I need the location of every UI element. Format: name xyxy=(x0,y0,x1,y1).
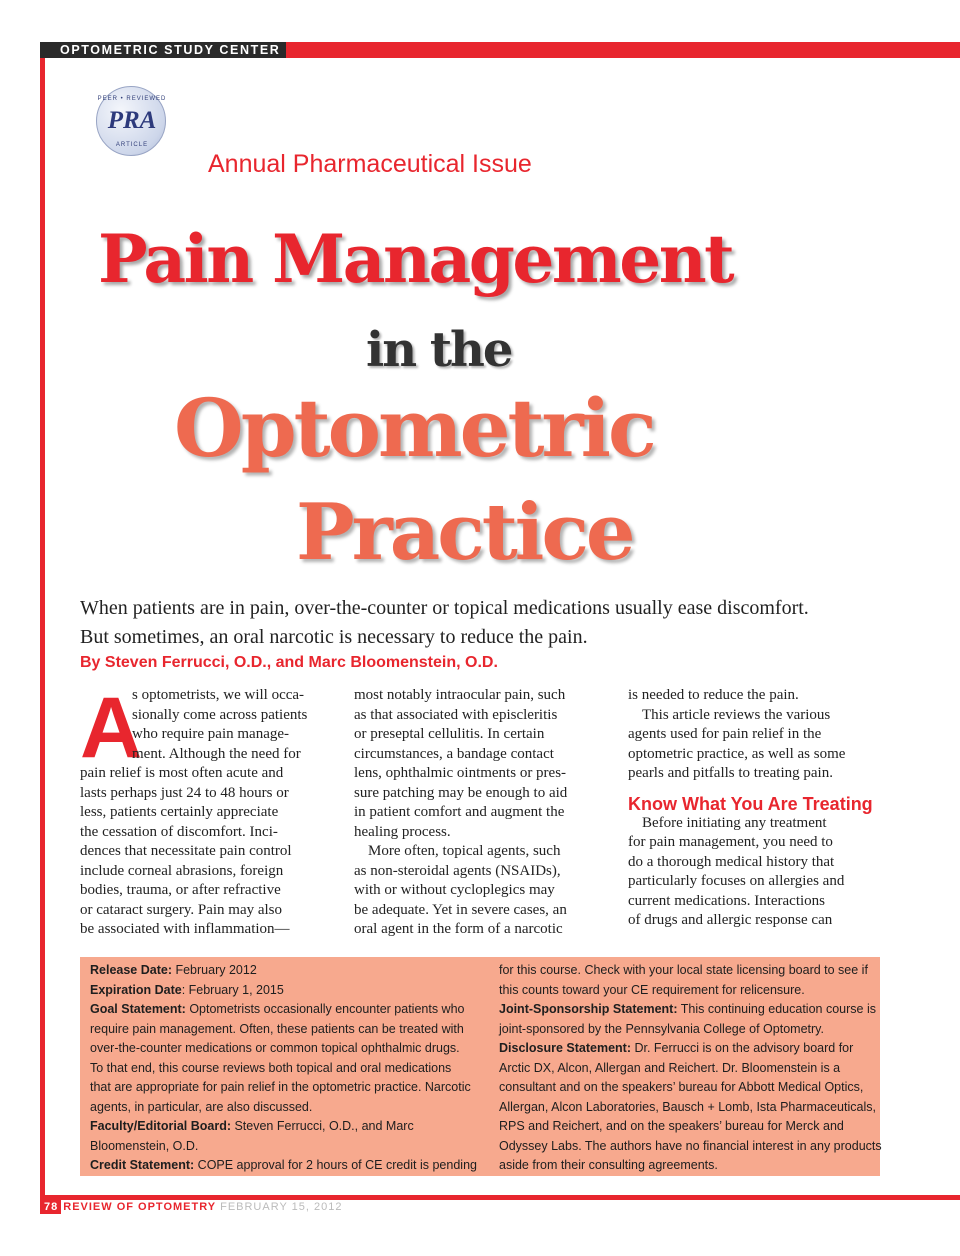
body-line: particularly focuses on allergies and xyxy=(628,873,845,889)
joint-sponsorship: Joint-Sponsorship Statement: This continuing education course is xyxy=(499,1002,876,1016)
body-line: sure patching may be enough to aid xyxy=(354,784,568,801)
body-line: less, patients certainly appreciate xyxy=(80,804,279,820)
ce-line: joint-sponsored by the Pennsylvania College of Optometry. xyxy=(499,1021,824,1036)
body-line: This article reviews the various xyxy=(642,706,831,723)
goal-statement: Goal Statement: Optometrists occasionally encounter patients who xyxy=(90,1002,465,1016)
body-line: be associated with inflammation— xyxy=(80,921,290,937)
ce-line: over-the-counter medications or common topical ophthalmic drugs. xyxy=(90,1041,460,1055)
body-line: pearls and pitfalls to treating pain. xyxy=(628,765,833,781)
body-line: agents used for pain relief in the xyxy=(628,726,822,742)
body-line: Before initiating any treatment xyxy=(642,814,827,831)
faculty-board: Faculty/Editorial Board: Steven Ferrucci, O.D., and Marc xyxy=(90,1119,414,1133)
ce-line: agents, in particular, are also discussed. xyxy=(90,1099,313,1114)
body-line: s optometrists, we will occa- xyxy=(132,687,305,703)
body-line: lasts perhaps just 24 to 48 hours or xyxy=(80,784,289,801)
page-number: 78 xyxy=(40,1200,61,1214)
ce-column-1 xyxy=(90,961,480,1176)
body-line: with or without cycloplegics may xyxy=(354,882,555,898)
ce-column-2 xyxy=(499,961,882,1176)
section-label: OPTOMETRIC STUDY CENTER xyxy=(40,42,286,58)
seal-mid-text: PRA xyxy=(107,107,157,134)
release-date: Release Date: February 2012 xyxy=(90,963,257,977)
body-line: in patient comfort and augment the xyxy=(354,804,565,820)
byline: By Steven Ferrucci, O.D., and Marc Bloomenstein, O.D. xyxy=(80,654,498,671)
body-column-3 xyxy=(628,686,880,931)
page-footer xyxy=(40,1200,342,1214)
title-line-1: Pain Management xyxy=(98,220,733,298)
body-column-2 xyxy=(354,686,604,940)
title-line-4: Practice xyxy=(296,487,633,578)
ce-line: Allergan, Alcon Laboratories, Bausch + Lomb, Ista Pharmaceuticals, xyxy=(499,1099,876,1114)
magazine-name: REVIEW OF OPTOMETRY xyxy=(63,1201,217,1213)
ce-line: for this course. Check with your local state licensing board to see if xyxy=(499,963,868,977)
body-line: most notably intraocular pain, such xyxy=(354,687,566,703)
issue-kicker: Annual Pharmaceutical Issue xyxy=(208,150,532,178)
ce-line: Odyssey Labs. The authors have no financial interest in any products xyxy=(499,1138,882,1153)
body-line: bodies, trauma, or after refractive xyxy=(80,882,281,898)
body-line: the cessation of discomfort. Inci- xyxy=(80,823,278,840)
peer-reviewed-seal-icon xyxy=(96,86,166,156)
ce-line: To that end, this course reviews both topical and oral medications xyxy=(90,1060,452,1075)
section-subhead: Know What You Are Treating xyxy=(628,793,873,814)
ce-line: aside from their consulting agreements. xyxy=(499,1158,718,1172)
body-line: of drugs and allergic response can xyxy=(628,912,833,928)
body-column-1 xyxy=(80,680,332,940)
body-line: oral agent in the form of a narcotic xyxy=(354,921,563,937)
title-line-3: Optometric xyxy=(174,381,654,475)
body-line: who require pain manage- xyxy=(132,726,290,742)
credit-statement: Credit Statement: COPE approval for 2 hours of CE credit is pending xyxy=(90,1158,477,1172)
body-line: as that associated with episcleritis xyxy=(354,706,558,723)
body-line: current medications. Interactions xyxy=(628,892,826,909)
body-line: do a thorough medical history that xyxy=(628,853,835,870)
issue-date: FEBRUARY 15, 2012 xyxy=(220,1201,343,1213)
ce-info-box xyxy=(80,957,880,1176)
body-line: ment. Although the need for xyxy=(132,745,301,762)
title-line-2: in the xyxy=(366,322,512,378)
seal-bottom-text: ARTICLE xyxy=(115,142,149,148)
ce-line: that are appropriate for pain relief in the optometric practice. Narcotic xyxy=(90,1080,471,1094)
ce-line: this counts toward your CE requirement for relicensure. xyxy=(499,982,805,997)
body-line: More often, topical agents, such xyxy=(368,843,561,859)
body-line: optometric practice, as well as some xyxy=(628,745,846,762)
expiration-date: Expiration Date: February 1, 2015 xyxy=(90,982,284,997)
body-line: lens, ophthalmic ointments or pres- xyxy=(354,765,567,781)
body-line: include corneal abrasions, foreign xyxy=(80,862,284,879)
seal-top-text: PEER • REVIEWED xyxy=(97,96,167,102)
body-line: circumstances, a bandage contact xyxy=(354,745,554,762)
ce-line: Bloomenstein, O.D. xyxy=(90,1138,199,1153)
ce-line: RPS and Reichert, and on the speakers’ bureau for Merck and xyxy=(499,1119,844,1133)
body-line: dences that necessitate pain control xyxy=(80,843,292,859)
body-line: or cataract surgery. Pain may also xyxy=(80,901,283,918)
body-line: is needed to reduce the pain. xyxy=(628,687,799,703)
article-deck: When patients are in pain, over-the-counter or topical medications usually ease discomfort. But sometimes, an oral narcotic is necessary to reduce the pain. xyxy=(80,597,809,648)
body-line: for pain management, you need to xyxy=(628,834,833,850)
ce-line: Arctic DX, Alcon, Allergan and Reichert. Dr. Bloomenstein is a xyxy=(499,1060,841,1075)
body-line: sionally come across patients xyxy=(132,706,308,723)
ce-line: require pain management. Often, these patients can be treated with xyxy=(90,1021,464,1036)
body-line: healing process. xyxy=(354,823,451,840)
body-line: be adequate. Yet in severe cases, an xyxy=(354,901,567,918)
body-line: as non-steroidal agents (NSAIDs), xyxy=(354,862,561,879)
body-line: or preseptal cellulitis. In certain xyxy=(354,726,545,742)
ce-line: consultant and on the speakers’ bureau for Abbott Medical Optics, xyxy=(499,1080,864,1094)
left-rule xyxy=(40,58,45,1196)
body-line: pain relief is most often acute and xyxy=(80,765,284,781)
disclosure-statement: Disclosure Statement: Dr. Ferrucci is on the advisory board for xyxy=(499,1041,854,1055)
drop-cap: A xyxy=(80,680,143,776)
